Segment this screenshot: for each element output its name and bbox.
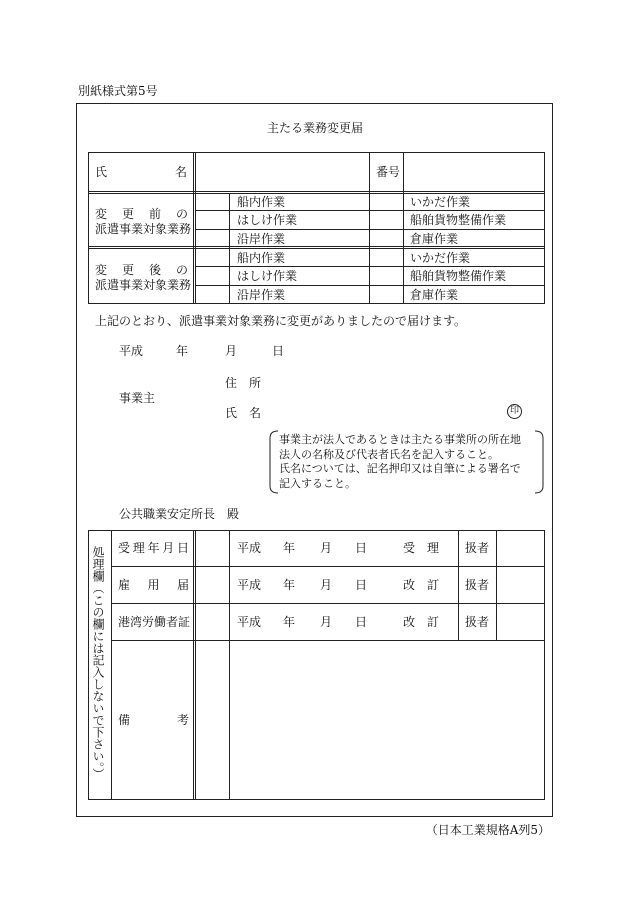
processing-row-2-label: 雇 用 届 (118, 578, 189, 592)
processing-row-1-day: 日 (355, 541, 368, 555)
number-header-label: 番号 (376, 165, 401, 179)
work-type-before-6: 倉庫作業 (410, 232, 459, 246)
processing-row-2-handler-cell[interactable] (497, 567, 544, 602)
work-type-after-1: 船内作業 (237, 251, 286, 265)
note-line-3: 氏名については、記名押印又は自筆による署名で (279, 462, 521, 475)
check-cell-after-5[interactable] (370, 267, 402, 284)
processing-row-3-year: 年 (283, 615, 296, 629)
processing-row-1-handler: 扱者 (465, 541, 490, 555)
address-label: 住 所 (225, 376, 262, 390)
processing-label: 処理欄（この欄には記入しないで下さい。） (91, 546, 105, 780)
work-type-after-4: いかだ作業 (410, 251, 471, 265)
remarks-label: 備 考 (118, 713, 189, 727)
processing-row-2-year: 年 (283, 578, 296, 592)
processing-row-2-handler: 扱者 (465, 578, 490, 592)
check-cell-after-6[interactable] (370, 286, 402, 303)
work-type-before-4: いかだ作業 (410, 195, 471, 209)
remarks-field[interactable] (231, 642, 544, 799)
change-before-label-1: 変 更 前 の (95, 207, 188, 221)
work-type-before-2: はしけ作業 (237, 213, 298, 227)
date-year: 年 (176, 344, 189, 358)
work-type-before-5: 船舶貨物整備作業 (410, 213, 507, 227)
addressee: 公共職業安定所長 殿 (119, 507, 240, 521)
form-number: 別紙様式第5号 (78, 84, 158, 98)
processing-row-1-label: 受理年月日 (118, 541, 189, 555)
statement-text: 上記のとおり、派遣事業対象業務に変更がありましたので届けます。 (95, 314, 467, 328)
seal-mark: 印 (507, 404, 522, 419)
date-era: 平成 (119, 344, 144, 358)
check-cell-after-2[interactable] (196, 267, 228, 284)
check-cell-before-4[interactable] (370, 194, 402, 210)
employer-name-label: 氏 名 (225, 406, 262, 420)
paper-size-note: （日本工業規格A列5） (425, 823, 550, 837)
check-cell-before-1[interactable] (196, 194, 228, 210)
check-cell-before-5[interactable] (370, 211, 402, 228)
note-line-2: 法人の名称及び代表者氏名を記入すること。 (279, 448, 499, 461)
processing-row-1-year: 年 (283, 541, 296, 555)
change-after-label-2: 派遣事業対象業務 (95, 278, 192, 292)
work-type-after-3: 沿岸作業 (237, 288, 286, 302)
work-type-before-3: 沿岸作業 (237, 232, 286, 246)
employer-label: 事業主 (119, 391, 156, 405)
form-title: 主たる業務変更届 (266, 121, 363, 135)
work-type-before-1: 船内作業 (237, 195, 286, 209)
note-line-4: 記入すること。 (279, 477, 356, 490)
processing-row-2-month: 月 (320, 578, 333, 592)
work-type-after-2: はしけ作業 (237, 269, 298, 283)
date-month: 月 (225, 344, 238, 358)
processing-row-3-handler: 扱者 (465, 615, 490, 629)
processing-row-2-day: 日 (355, 578, 368, 592)
processing-row-1-month: 月 (320, 541, 333, 555)
processing-row-3-month: 月 (320, 615, 333, 629)
processing-row-2-action: 改 訂 (403, 578, 440, 592)
date-day: 日 (272, 344, 285, 358)
processing-row-1-era: 平成 (237, 541, 262, 555)
check-cell-before-3[interactable] (196, 230, 228, 246)
work-type-after-6: 倉庫作業 (410, 288, 459, 302)
processing-row-1-action: 受 理 (403, 541, 440, 555)
change-after-label-1: 変 更 後 の (95, 263, 188, 277)
work-type-after-5: 船舶貨物整備作業 (410, 269, 507, 283)
check-cell-before-2[interactable] (196, 211, 228, 228)
processing-row-3-action: 改 訂 (403, 615, 440, 629)
processing-row-2-era: 平成 (237, 578, 262, 592)
change-before-label-2: 派遣事業対象業務 (95, 222, 192, 236)
check-cell-after-4[interactable] (370, 249, 402, 266)
processing-row-3-era: 平成 (237, 615, 262, 629)
processing-row-1-handler-cell[interactable] (497, 531, 544, 565)
check-cell-after-1[interactable] (196, 249, 228, 266)
check-cell-after-3[interactable] (196, 286, 228, 303)
processing-row-3-label: 港湾労働者証 (118, 615, 191, 629)
processing-row-3-day: 日 (355, 615, 368, 629)
note-line-1: 事業主が法人であるときは主たる事業所の所在地 (279, 433, 521, 446)
name-header-label: 氏 名 (95, 165, 187, 179)
processing-row-3-handler-cell[interactable] (497, 604, 544, 639)
check-cell-before-6[interactable] (370, 230, 402, 246)
